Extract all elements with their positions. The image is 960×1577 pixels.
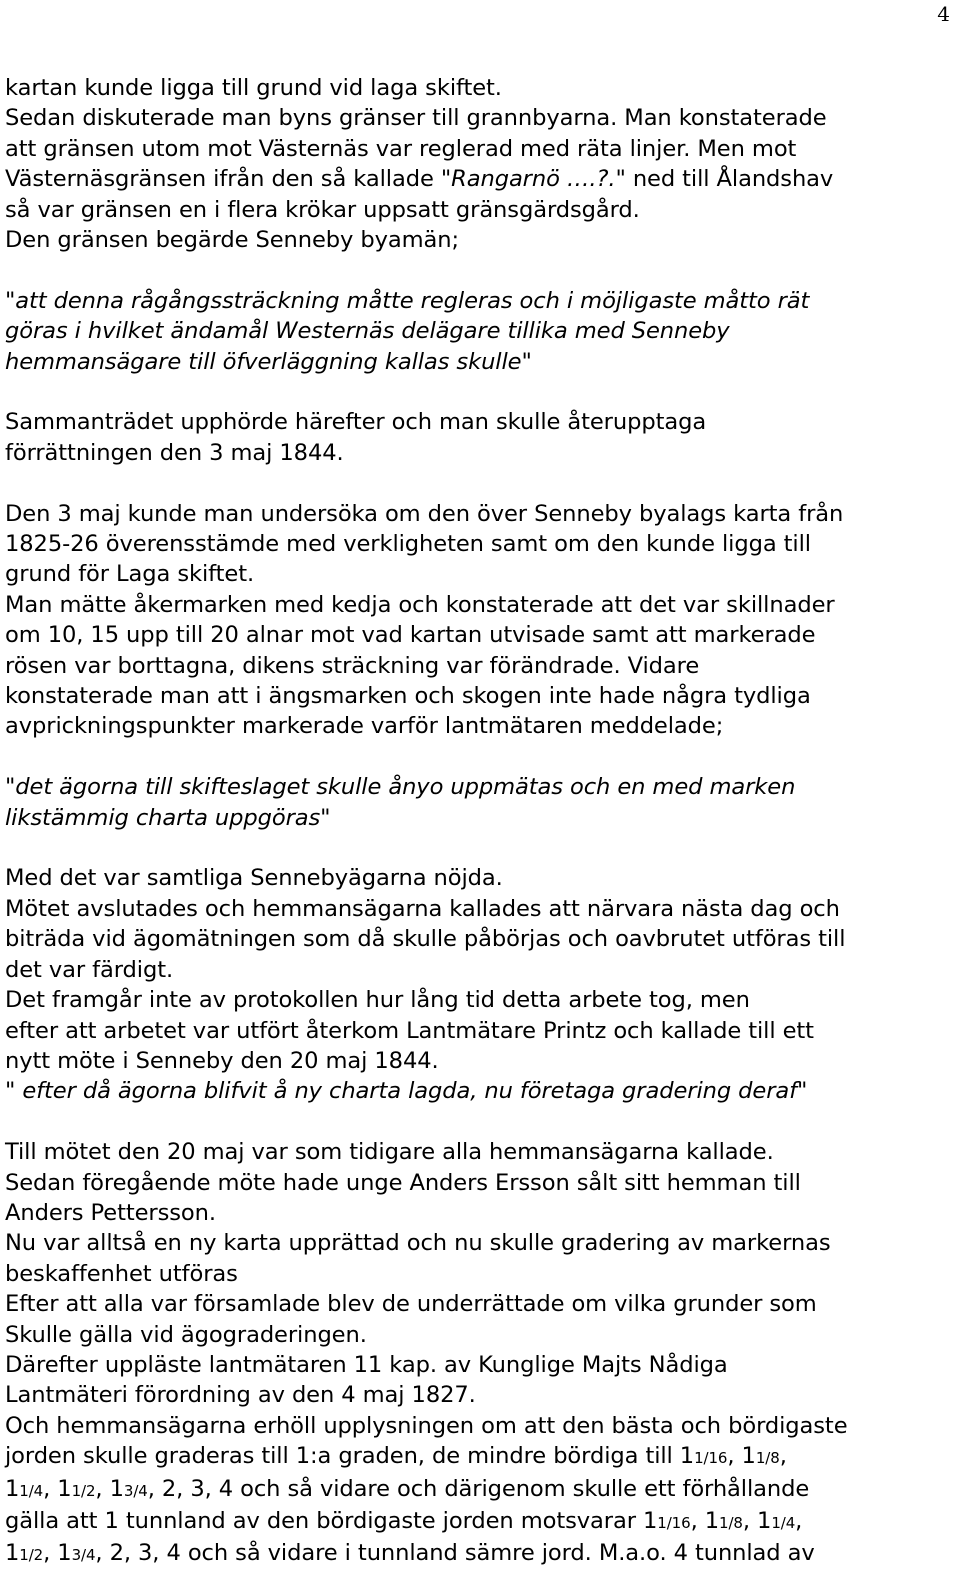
text-line (5, 1137, 953, 1167)
text-line (5, 438, 953, 468)
text-line (5, 559, 953, 589)
text-segment: kartan kunde ligga till grund vid laga skiftet. (5, 75, 502, 101)
text-line (5, 1538, 953, 1570)
text-line (5, 681, 953, 711)
text-segment: Skulle gälla vid ägograderingen. (5, 1321, 367, 1348)
text-segment: efter att arbetet var utfört återkom Lantmätare Printz och kallade till ett (5, 1017, 814, 1044)
text-line (5, 772, 953, 802)
text-segment: Man mätte åkermarken med kedja och konstaterade att det var skillnader (5, 591, 835, 618)
quote-text: hemmansägare till öfverläggning kallas skulle" (5, 348, 532, 375)
quote-text: "det ägorna till skifteslaget skulle ånyo uppmätas och en med marken (5, 774, 796, 801)
text-line (5, 1380, 953, 1410)
text-segment: 1 (5, 1475, 20, 1502)
text-line (5, 286, 953, 316)
text-segment: Sedan föregående möte hade unge Anders Ersson sålt sitt hemman till (5, 1169, 801, 1196)
text-line (5, 985, 953, 1015)
fraction-text: 1/8 (719, 1514, 743, 1532)
quote-text: " efter då ägorna blifvit å ny charta lagda, nu företaga gradering deraf" (5, 1078, 808, 1105)
text-segment: Det framgår inte av protokollen hur lång tid detta arbete tog, men (5, 987, 750, 1014)
text-line (5, 924, 953, 954)
text-line (5, 1350, 953, 1380)
text-segment: Därefter uppläste lantmätaren 11 kap. av Kunglige Majts Nådiga (5, 1351, 728, 1378)
fraction-text: 1/2 (19, 1546, 44, 1565)
text-line (5, 347, 953, 377)
blank-line (5, 468, 953, 498)
text-segment: , 1 (95, 1475, 124, 1502)
text-segment: beskaffenhet utföras (5, 1260, 238, 1287)
text-segment: Anders Pettersson. (5, 1199, 216, 1226)
document-body (5, 73, 953, 1571)
quote-text: "Rangarnö ….?." (440, 166, 626, 193)
text-line (5, 1228, 953, 1258)
fraction-text: 1/16 (657, 1514, 691, 1532)
fraction-text: 1/16 (694, 1449, 728, 1468)
text-segment: att gränsen utom mot Västernäs var reglerad med räta linjer. Men mot (5, 135, 797, 162)
text-segment: , 1 (690, 1508, 720, 1534)
text-segment: Till mötet den 20 maj var som tidigare alla hemmansägarna kallade. (5, 1139, 774, 1166)
text-segment: nytt möte i Senneby den 20 maj 1844. (5, 1047, 439, 1074)
text-segment: , 1 (727, 1443, 756, 1470)
text-segment: Nu var alltså en ny karta upprättad och nu skulle gradering av markernas (5, 1230, 831, 1257)
text-segment: 1825-26 överensstämde med verkligheten samt om den kunde ligga till (5, 531, 811, 558)
text-line (5, 863, 953, 893)
text-segment: gälla att 1 tunnland av den bördigaste jorden motsvarar 1 (5, 1508, 658, 1534)
text-segment: det var färdigt. (5, 956, 174, 983)
text-segment: förrättningen den 3 maj 1844. (5, 439, 344, 466)
fraction-text: 1/2 (71, 1481, 96, 1500)
text-segment: 1 (5, 1540, 20, 1567)
fraction-text: 1/8 (755, 1449, 780, 1468)
text-line (5, 1168, 953, 1198)
text-line (5, 1076, 953, 1106)
text-segment: , (795, 1508, 803, 1534)
text-line (5, 1016, 953, 1046)
text-segment: avprickningspunkter markerade varför lantmätaren meddelade; (5, 713, 724, 740)
text-line (5, 1320, 953, 1350)
text-segment: Och hemmansägarna erhöll upplysningen om att den bästa och bördigaste (5, 1412, 848, 1439)
text-segment: Lantmäteri förordning av den 4 maj 1827. (5, 1382, 476, 1409)
text-segment: Den 3 maj kunde man undersöka om den över Senneby byalags karta från (5, 500, 844, 527)
text-line (5, 1441, 953, 1473)
blank-line (5, 833, 953, 863)
text-line (5, 529, 953, 559)
text-segment: jorden skulle graderas till 1:a graden, de mindre bördiga till 1 (5, 1443, 695, 1470)
blank-line (5, 377, 953, 407)
text-line (5, 1506, 953, 1538)
text-line (5, 134, 953, 164)
text-segment: rösen var borttagna, dikens sträckning var förändrade. Vidare (5, 652, 700, 679)
text-line (5, 711, 953, 741)
text-segment: grund för Laga skiftet. (5, 561, 255, 588)
fraction-text: 1/4 (771, 1514, 796, 1532)
text-segment: Den gränsen begärde Senneby byamän; (5, 227, 460, 254)
text-line (5, 499, 953, 529)
text-segment: , (779, 1443, 787, 1470)
text-line (5, 590, 953, 620)
text-segment: Västernäsgränsen ifrån den så kallade (5, 166, 441, 193)
text-segment: , 1 (742, 1508, 772, 1534)
text-line (5, 407, 953, 437)
text-segment: Efter att alla var församlade blev de underrättade om vilka grunder som (5, 1291, 817, 1318)
text-segment: konstaterade man att i ängsmarken och skogen inte hade några tydliga (5, 683, 811, 710)
text-line (5, 894, 953, 924)
quote-text: "att denna rågångssträckning måtte regleras och i möjligaste måtto rät (5, 287, 810, 314)
text-line (5, 164, 953, 194)
text-segment: Med det var samtliga Sennebyägarna nöjda. (5, 865, 503, 892)
page-number: 4 (937, 2, 950, 26)
text-segment: Mötet avslutades och hemmansägarna kallades att närvara nästa dag och (5, 895, 840, 922)
text-segment: , 2, 3, 4 och så vidare i tunnland sämre jord. M.a.o. 4 tunnlad av (95, 1540, 815, 1567)
text-segment: , 2, 3, 4 och så vidare och därigenom skulle ett förhållande (147, 1475, 810, 1502)
text-line (5, 803, 953, 833)
text-segment: biträda vid ägomätningen som då skulle påbörjas och oavbrutet utföras till (5, 926, 846, 953)
text-segment: Sedan diskuterade man byns gränser till grannbyarna. Man konstaterade (5, 105, 827, 132)
text-line (5, 1289, 953, 1319)
text-line (5, 1474, 953, 1506)
quote-text: göras i hvilket ändamål Westernäs delägare tillika med Senneby (5, 318, 730, 345)
text-line (5, 195, 953, 225)
fraction-text: 3/4 (71, 1546, 96, 1565)
fraction-text: 1/4 (19, 1481, 44, 1500)
text-line (5, 73, 953, 103)
text-line (5, 955, 953, 985)
text-segment: så var gränsen en i flera krökar uppsatt gränsgärdsgård. (5, 196, 640, 223)
blank-line (5, 255, 953, 285)
text-line (5, 316, 953, 346)
fraction-text: 3/4 (123, 1481, 148, 1500)
text-line (5, 103, 953, 133)
blank-line (5, 742, 953, 772)
text-line (5, 1259, 953, 1289)
text-line (5, 1411, 953, 1441)
text-line (5, 651, 953, 681)
text-segment: , 1 (43, 1475, 72, 1502)
blank-line (5, 1107, 953, 1137)
quote-text: likstämmig charta uppgöras" (5, 804, 331, 831)
text-segment: , 1 (43, 1540, 72, 1567)
text-line (5, 1198, 953, 1228)
text-line (5, 1046, 953, 1076)
text-line (5, 620, 953, 650)
text-line (5, 225, 953, 255)
text-segment: om 10, 15 upp till 20 alnar mot vad kartan utvisade samt att markerade (5, 622, 816, 649)
text-segment: Sammanträdet upphörde härefter och man skulle återupptaga (5, 409, 707, 436)
text-segment: ned till Ålandshav (625, 166, 834, 193)
